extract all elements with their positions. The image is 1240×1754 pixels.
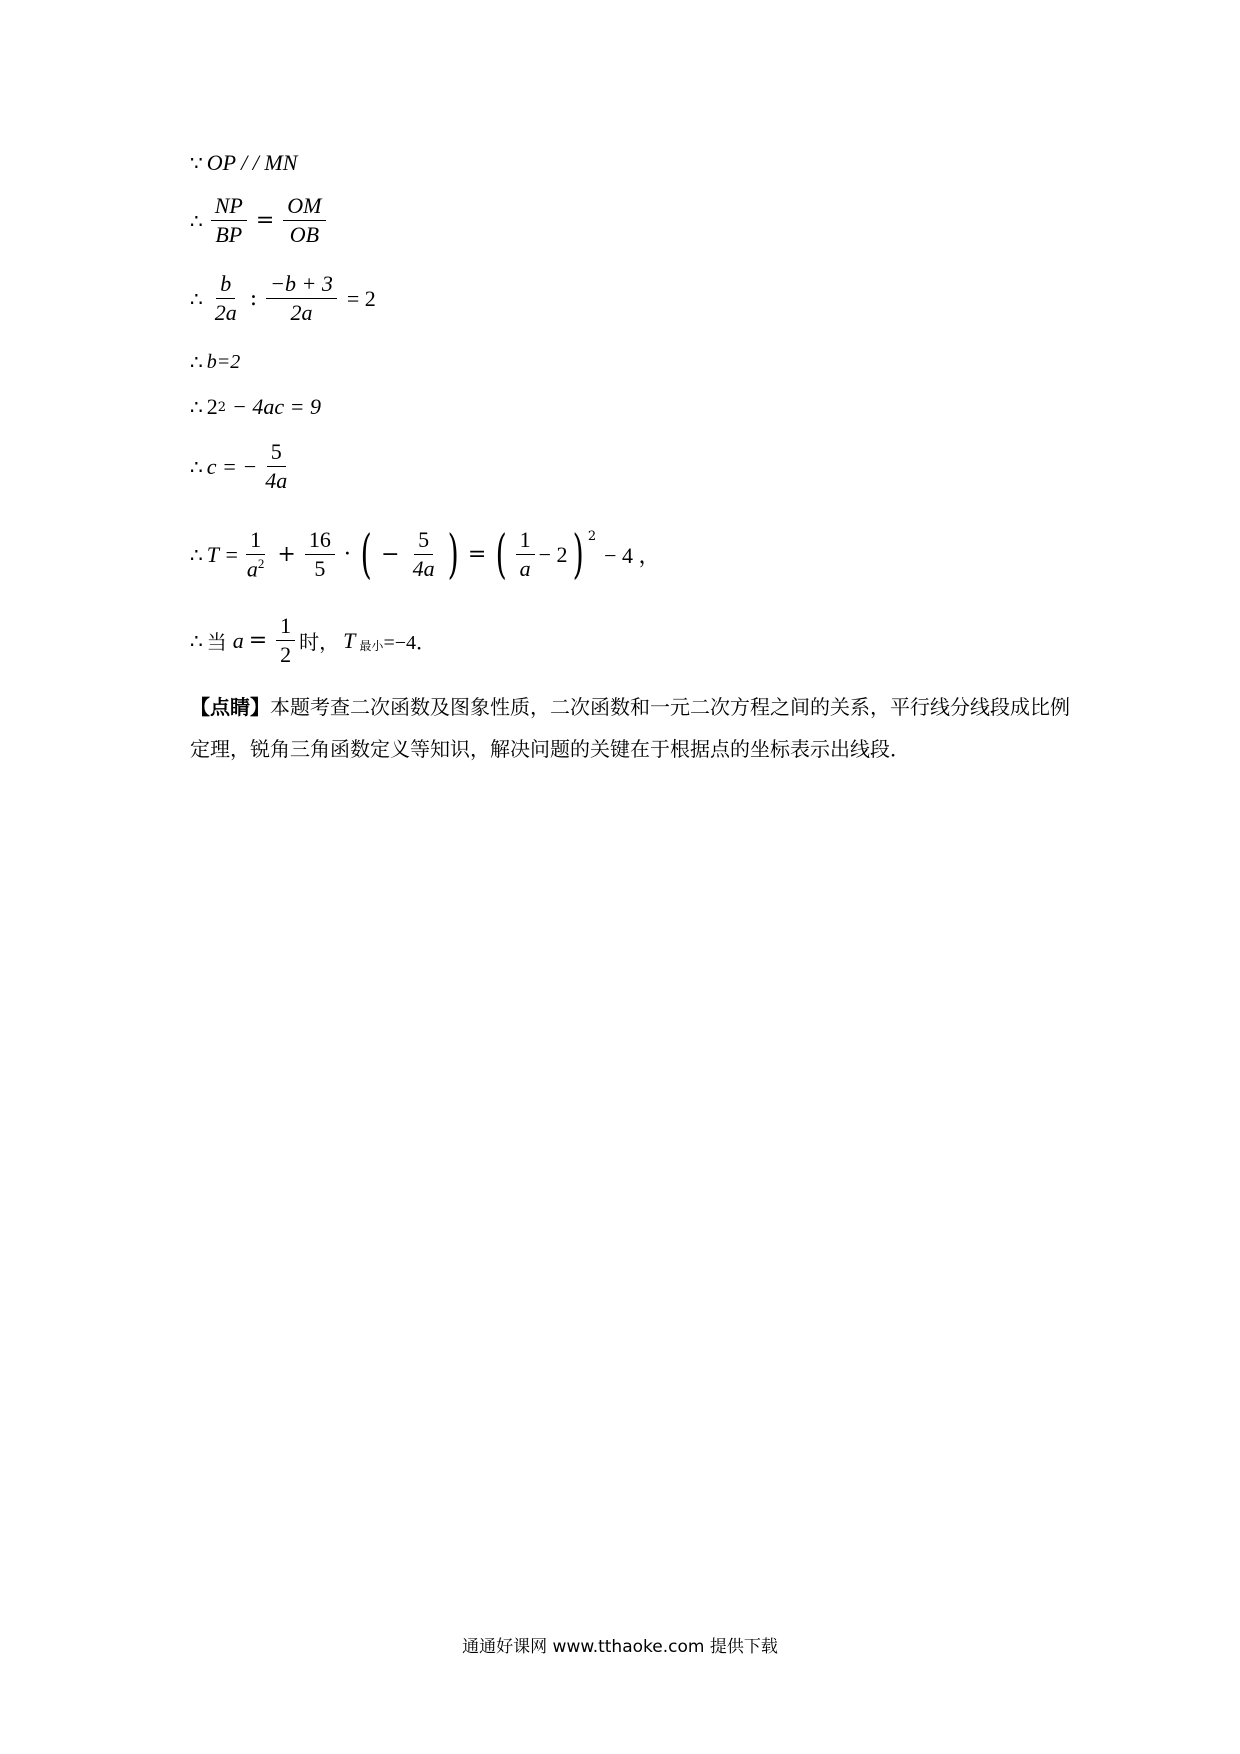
step-ratio (190, 194, 330, 247)
fraction-16-5 (305, 528, 335, 581)
denominator: 2 (280, 642, 292, 668)
multiply-dot: · (343, 542, 351, 568)
parallel-statement: OP / / MN (206, 150, 298, 175)
left-paren: ( (495, 524, 508, 585)
numerator: NP (211, 194, 247, 221)
var-a: a (232, 627, 244, 653)
numerator: −b + 3 (266, 272, 337, 299)
denominator: 2a (290, 300, 313, 326)
plus-sign: + (277, 542, 296, 568)
equals-sign: = (467, 542, 487, 568)
therefore-symbol: ∴ (190, 208, 203, 233)
equals-two: = 2 (346, 285, 376, 311)
fraction-5-4a (261, 440, 291, 493)
colon: : (249, 286, 258, 312)
fraction-5-4a (409, 528, 439, 581)
fraction-b-2a (211, 272, 241, 325)
fraction-np-bp (211, 194, 247, 247)
t-equals: T = (206, 541, 239, 567)
step-discriminant (190, 394, 321, 420)
numerator: 5 (414, 528, 433, 555)
therefore-symbol: ∴ (190, 395, 203, 419)
right-paren: ) (572, 524, 584, 585)
because-symbol: ∵ (190, 151, 203, 175)
subscript-min: 最小 (359, 639, 384, 654)
step-parallel (190, 150, 297, 176)
denominator: a (519, 556, 531, 582)
fraction-1-a (516, 528, 535, 581)
step-c-value (190, 440, 295, 493)
fraction-1-2 (276, 614, 295, 667)
equals-sign: = (255, 208, 275, 234)
denominator-var: a (246, 556, 258, 582)
numerator: 1 (276, 614, 295, 641)
left-paren: ( (360, 524, 372, 585)
exponent: 2 (217, 399, 227, 415)
commentary-label: 【点睛】 (190, 695, 270, 719)
right-paren: ) (447, 524, 459, 585)
fraction-negb-plus-3 (266, 272, 337, 325)
b-equals-2: b=2 (206, 350, 241, 373)
denominator: 2a (214, 300, 237, 326)
outer-exponent: 2 (587, 529, 597, 545)
commentary (190, 686, 1070, 770)
numerator: 1 (246, 528, 265, 555)
minus-sign: − (381, 542, 400, 568)
numerator: 16 (305, 528, 335, 555)
step-ratio-substituted (190, 272, 376, 325)
therefore-symbol: ∴ (190, 350, 203, 374)
minus-four: − 4 ， (604, 543, 661, 569)
min-value: =−4． (383, 632, 436, 655)
numerator: 1 (516, 528, 535, 555)
step-minimum (190, 614, 436, 667)
fraction-1-a2 (243, 528, 269, 582)
equals-sign: = (248, 628, 268, 654)
c-equals: c = − (206, 453, 258, 479)
therefore-symbol: ∴ (190, 628, 203, 653)
fraction-om-ob (283, 194, 325, 247)
therefore-symbol: ∴ (190, 454, 203, 479)
therefore-symbol: ∴ (190, 286, 203, 311)
time-label: 时， (299, 630, 340, 655)
numerator: OM (283, 194, 325, 221)
exponent: 2 (257, 556, 265, 572)
when-label: 当 (206, 630, 227, 655)
denominator (243, 555, 269, 582)
denominator: BP (215, 222, 243, 248)
step-t-expression (190, 524, 661, 585)
denominator: 4a (412, 556, 435, 582)
denominator: OB (289, 222, 320, 248)
minus-two: − 2 (538, 541, 568, 567)
numerator: 5 (267, 440, 286, 467)
commentary-text: 本题考查二次函数及图象性质，二次函数和一元二次方程之间的关系，平行线分线段成比例定理，锐角三角函数定义等知识，解决问题的关键在于根据点的坐标表示出线段． (190, 695, 1070, 761)
var-t: T (343, 627, 356, 653)
denominator: 4a (265, 468, 288, 494)
step-b-value (190, 350, 240, 374)
denominator: 5 (314, 556, 326, 582)
page-footer: 通通好课网 www.tthaoke.com 提供下载 (462, 1637, 778, 1657)
discriminant-rest: − 4ac = 9 (232, 394, 321, 419)
numerator: b (216, 272, 235, 299)
therefore-symbol: ∴ (190, 542, 203, 567)
base-two: 2 (206, 394, 218, 419)
